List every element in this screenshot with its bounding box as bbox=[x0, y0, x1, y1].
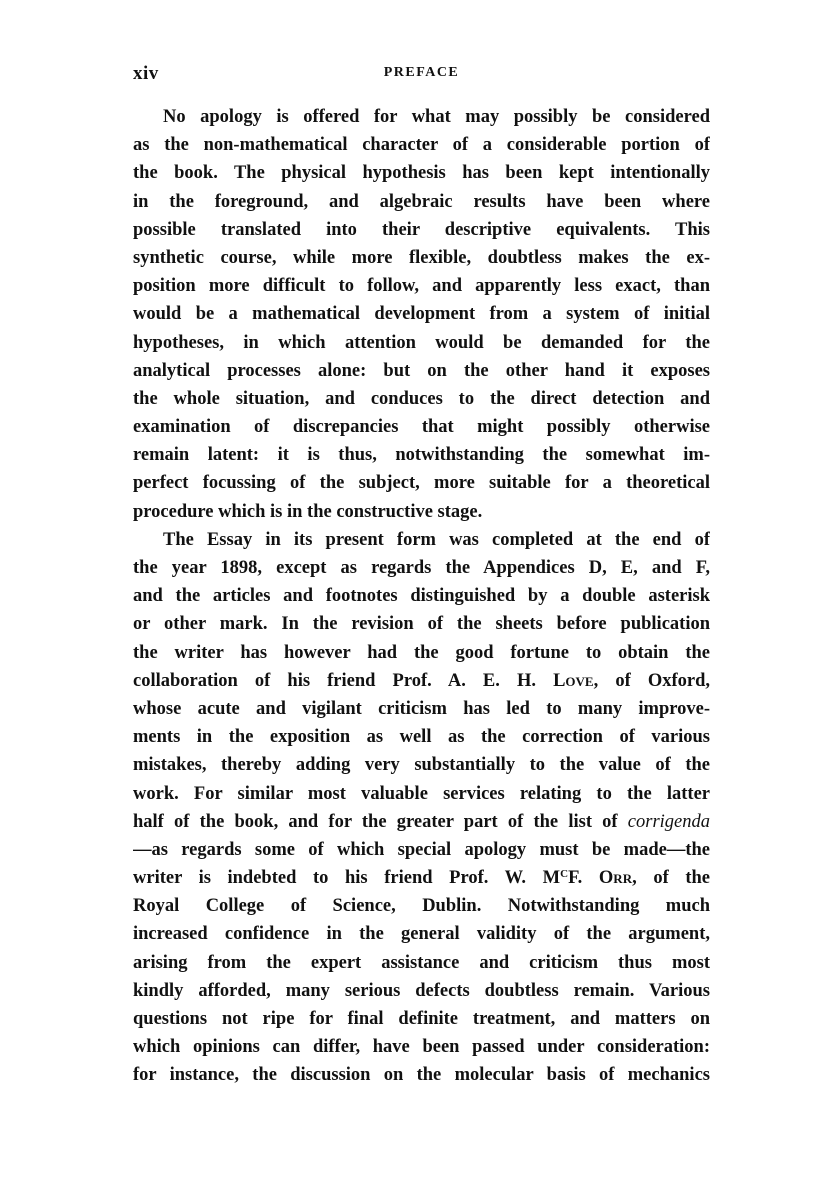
text-line: procedure which is in the constructive stage. bbox=[133, 501, 483, 522]
text-line: which opinions can differ, have been passed under consideration: bbox=[133, 1037, 710, 1058]
text-line bbox=[133, 667, 710, 695]
text-line: in the foreground, and algebraic results have been where bbox=[133, 191, 710, 212]
text-line: the writer has however had the good fortune to obtain the bbox=[133, 642, 710, 663]
page-number: xiv bbox=[133, 63, 159, 84]
text-line: questions not ripe for final definite treatment, and matters on bbox=[133, 1009, 710, 1029]
text-line: whose acute and vigilant criticism has led to many improve- bbox=[133, 698, 710, 719]
text-line: position more difficult to follow, and apparently less exact, than bbox=[133, 276, 710, 297]
text-span: half of the book, and for the greater part of the list of bbox=[133, 811, 628, 832]
text-line: No apology is offered for what may possibly be considered bbox=[163, 107, 710, 127]
text-line: as the non-mathematical character of a considerable portion of bbox=[133, 135, 710, 156]
paragraph-essay bbox=[133, 526, 710, 1090]
text-line: or other mark. In the revision of the sheets before publication bbox=[133, 614, 710, 635]
author-name-love: Love bbox=[553, 670, 594, 691]
text-span: F. bbox=[568, 868, 599, 889]
text-line: the whole situation, and conduces to the direct detection and bbox=[133, 388, 710, 409]
text-line: hypotheses, in which attention would be demanded for the bbox=[133, 332, 710, 353]
text-line bbox=[133, 864, 710, 892]
running-title: PREFACE bbox=[383, 65, 460, 80]
text-line: work. For similar most valuable services relating to the latter bbox=[133, 783, 710, 804]
text-line: analytical processes alone: but on the other hand it exposes bbox=[133, 360, 710, 381]
superscript-letter: C bbox=[560, 868, 569, 881]
body-text bbox=[133, 103, 710, 1090]
text-line: arising from the expert assistance and criticism thus most bbox=[133, 952, 710, 973]
text-line: for instance, the discussion on the molecular basis of mechanics bbox=[133, 1065, 710, 1086]
text-line: The Essay in its present form was completed at the end of bbox=[163, 529, 710, 550]
text-line: kindly afforded, many serious defects doubtless remain. Various bbox=[133, 980, 710, 1001]
text-line: the year 1898, except as regards the Appendices D, E, and F, bbox=[133, 558, 710, 578]
paragraph-apology bbox=[133, 103, 710, 526]
text-line: perfect focussing of the subject, more suitable for a theoretical bbox=[133, 473, 710, 494]
text-line: possible translated into their descriptive equivalents. This bbox=[133, 219, 710, 240]
author-name-orr: Orr bbox=[598, 868, 633, 889]
text-line: remain latent: it is thus, notwithstanding the somewhat im- bbox=[133, 445, 710, 466]
text-span: , of the bbox=[632, 868, 710, 889]
text-line: increased confidence in the general validity of the argument, bbox=[133, 924, 710, 945]
text-span: , of Oxford, bbox=[593, 670, 710, 691]
text-line: ments in the exposition as well as the correction of various bbox=[133, 727, 710, 748]
text-line: would be a mathematical development from a system of initial bbox=[133, 304, 710, 325]
text-line: mistakes, thereby adding very substantially to the value of the bbox=[133, 755, 710, 776]
page-header bbox=[133, 63, 710, 87]
text-line: examination of discrepancies that might possibly otherwise bbox=[133, 417, 710, 438]
text-line: Royal College of Science, Dublin. Notwithstanding much bbox=[133, 896, 710, 917]
text-line bbox=[133, 808, 710, 836]
text-span: writer is indebted to his friend Prof. W. M bbox=[133, 868, 561, 889]
text-line: and the articles and footnotes distinguished by a double asterisk bbox=[133, 586, 710, 607]
text-line: the book. The physical hypothesis has been kept intentionally bbox=[133, 163, 710, 184]
text-span: collaboration of his friend Prof. A. E. H. bbox=[133, 670, 554, 691]
italic-term-corrigenda: corrigenda bbox=[627, 811, 710, 832]
text-line: —as regards some of which special apology must be made—the bbox=[133, 839, 710, 860]
text-line: synthetic course, while more flexible, doubtless makes the ex- bbox=[133, 247, 710, 268]
